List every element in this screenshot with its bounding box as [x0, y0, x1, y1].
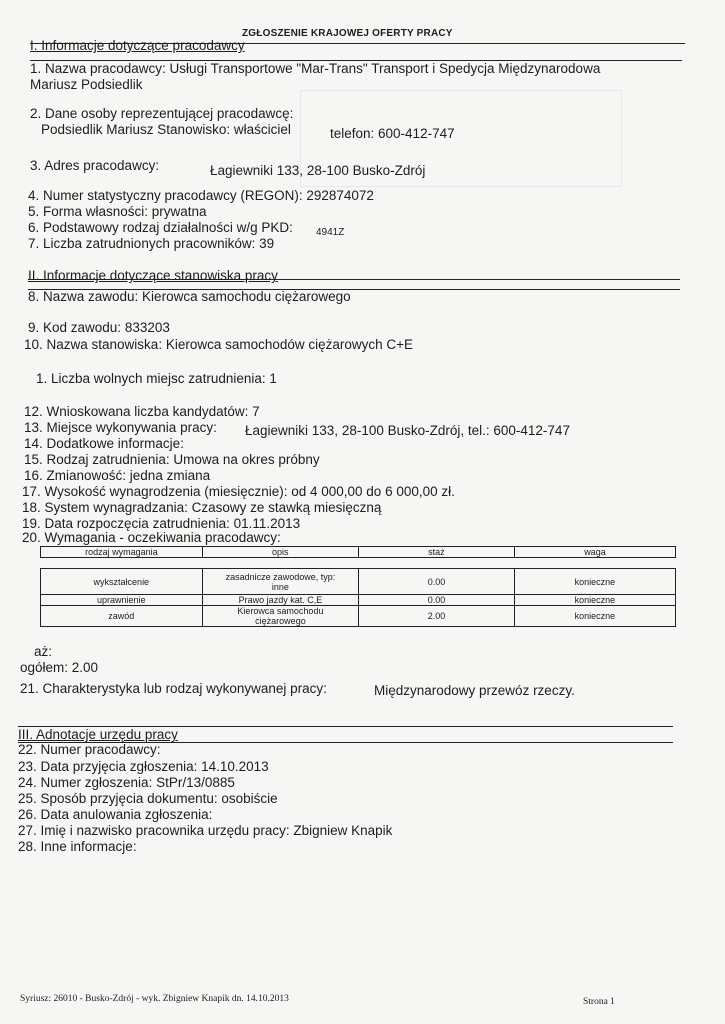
requirements-table — [40, 568, 676, 627]
profession-code: 9. Kod zawodu: 833203 — [28, 320, 170, 335]
representative-value: Podsiedlik Mariusz Stanowisko: właściciel — [41, 122, 291, 137]
work-location-value: Łagiewniki 133, 28-100 Busko-Zdrój, tel.: 600-412-747 — [245, 423, 570, 438]
table-row — [41, 595, 676, 606]
other-info: 28. Inne informacje: — [18, 839, 137, 854]
requirements-header-row — [41, 547, 676, 558]
profession-name: 8. Nazwa zawodu: Kierowca samochodu ciężarowego — [28, 289, 351, 304]
shift-system: 16. Zmianowość: jedna zmiana — [24, 468, 211, 483]
table-row — [41, 606, 676, 627]
salary: 17. Wysokość wynagrodzenia (miesięcznie): od 4 000,00 do 6 000,00 zł. — [22, 484, 455, 499]
job-description-value: Międzynarodowy przewóz rzeczy. — [374, 683, 575, 698]
header-staz: staż — [358, 547, 514, 558]
employer-name-cont: Mariusz Podsiedlik — [30, 77, 143, 92]
pkd-label: 6. Podstawowy rodzaj działalności w/g PKD: — [28, 220, 293, 235]
employment-type: 15. Rodzaj zatrudnienia: Umowa na okres próbny — [24, 452, 320, 467]
clerk-name: 27. Imię i nazwisko pracownika urzędu pracy: Zbigniew Knapik — [18, 823, 393, 838]
header-desc: opis — [202, 547, 358, 558]
candidate-count: 12. Wnioskowana liczba kandydatów: 7 — [24, 404, 260, 419]
vacancies: 1. Liczba wolnych miejsc zatrudnienia: 1 — [36, 371, 277, 386]
req-desc-line: ciężarowego — [255, 616, 306, 626]
req-waga: konieczne — [514, 595, 675, 606]
header-waga: waga — [514, 547, 675, 558]
page-number: Strona 1 — [583, 997, 615, 1007]
employer-address-value: Łagiewniki 133, 28-100 Busko-Zdrój — [210, 163, 426, 178]
offer-number: 24. Numer zgłoszenia: StPr/13/0885 — [18, 775, 235, 790]
req-desc — [202, 569, 359, 595]
req-desc-line: zasadnicze zawodowe, typ: — [225, 571, 336, 582]
cancellation-date: 26. Data anulowania zgłoszenia: — [18, 807, 213, 822]
req-waga: konieczne — [514, 606, 675, 627]
footer-info: Syriusz: 26010 - Busko-Zdrój - wyk. Zbigniew Knapik dn. 14.10.2013 — [20, 994, 289, 1004]
table-row — [41, 569, 676, 595]
employer-number: 22. Numer pracodawcy: — [18, 742, 161, 757]
req-waga: konieczne — [514, 569, 675, 595]
representative-phone: telefon: 600-412-747 — [330, 126, 455, 141]
section1-heading: I. Informacje dotyczące pracodawcy — [30, 38, 245, 53]
requirements-label: 20. Wymagania - oczekiwania pracodawcy: — [22, 530, 281, 545]
document-title: ZGŁOSZENIE KRAJOWEJ OFERTY PRACY — [242, 28, 453, 39]
section2-heading: II. Informacje dotyczące stanowiska pracy — [28, 268, 278, 283]
experience-total: ogółem: 2.00 — [20, 660, 99, 675]
employer-name: 1. Nazwa pracodawcy: Usługi Transportowe "Mar-Trans" Transport i Spedycja Międzynarodowa — [30, 61, 601, 76]
section2-rule — [28, 279, 680, 280]
req-staz: 2.00 — [359, 606, 515, 627]
section3-heading: III. Adnotacje urzędu pracy — [18, 727, 178, 742]
employee-count: 7. Liczba zatrudnionych pracowników: 39 — [28, 236, 275, 251]
req-type: wykształcenie — [41, 569, 203, 595]
job-description-label: 21. Charakterystyka lub rodzaj wykonywanej pracy: — [20, 681, 327, 696]
regon: 4. Numer statystyczny pracodawcy (REGON): 292874072 — [28, 188, 374, 203]
employer-address-label: 3. Adres pracodawcy: — [30, 158, 160, 173]
req-desc-line: inne — [271, 581, 289, 592]
acceptance-method: 25. Sposób przyjęcia dokumentu: osobiście — [18, 791, 278, 806]
requirements-header-table — [40, 546, 676, 558]
start-date: 19. Data rozpoczęcia zatrudnienia: 01.11.2013 — [22, 516, 301, 531]
req-desc: Prawo jazdy kat. C,E — [202, 595, 359, 606]
work-location-label: 13. Miejsce wykonywania pracy: — [24, 420, 217, 435]
section2-rule-2 — [28, 289, 680, 290]
req-staz: 0.00 — [359, 595, 515, 606]
req-desc — [202, 606, 359, 627]
acceptance-date: 23. Data przyjęcia zgłoszenia: 14.10.2013 — [18, 759, 269, 774]
req-staz: 0.00 — [359, 569, 515, 595]
pkd-value: 4941Z — [316, 227, 345, 238]
experience-label: aż: — [34, 644, 53, 659]
position-name: 10. Nazwa stanowiska: Kierowca samochodów ciężarowych C+E — [24, 337, 414, 352]
representative-label: 2. Dane osoby reprezentującej pracodawcę: — [30, 106, 294, 121]
req-desc-line: Kierowca samochodu — [237, 606, 324, 616]
pay-system: 18. System wynagradzania: Czasowy ze stawką miesięczną — [22, 500, 382, 515]
req-type: zawód — [41, 606, 203, 627]
header-type: rodzaj wymagania — [41, 547, 203, 558]
ownership-form: 5. Forma własności: prywatna — [28, 204, 207, 219]
additional-info: 14. Dodatkowe informacje: — [24, 436, 184, 451]
req-type: uprawnienie — [41, 595, 203, 606]
